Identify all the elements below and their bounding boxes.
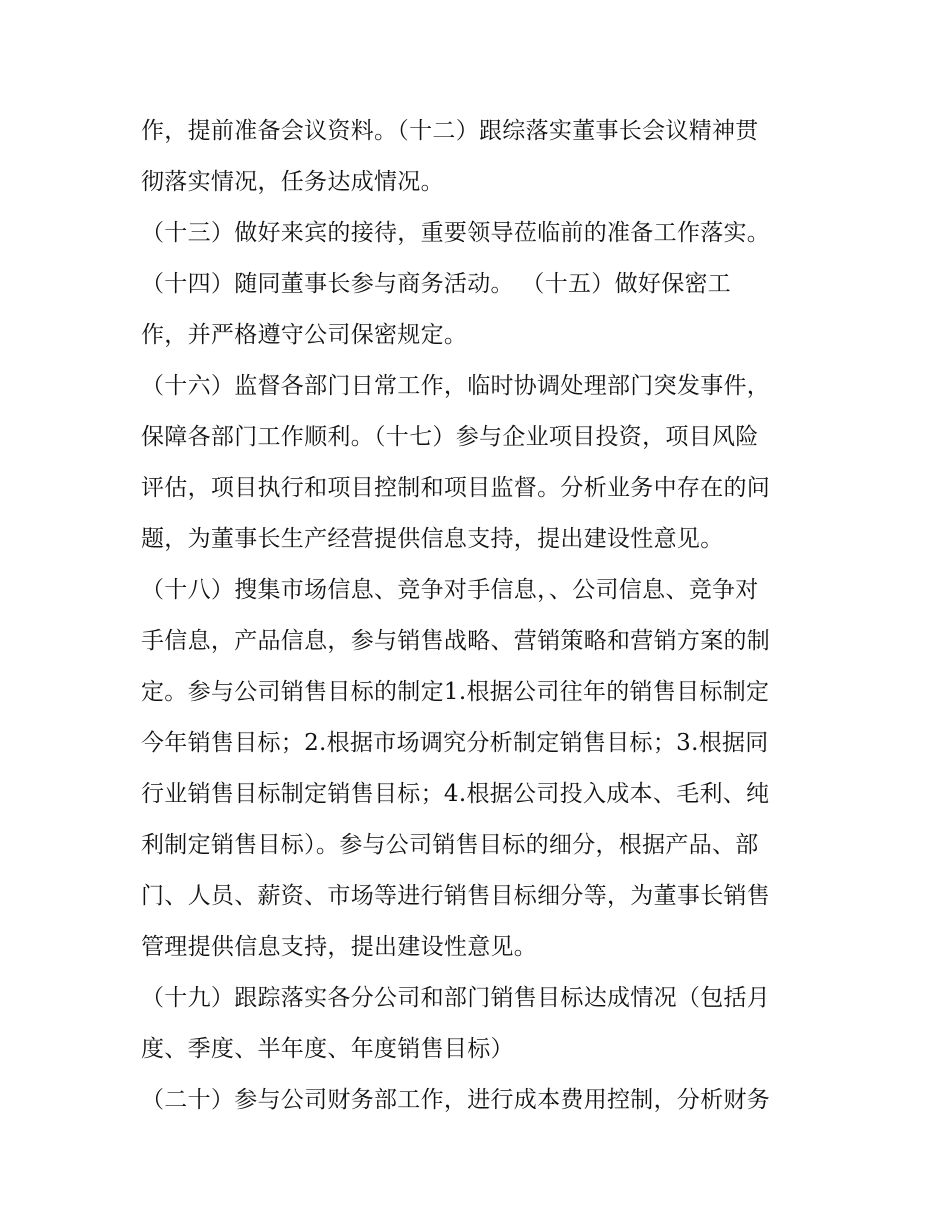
text-line: （二十）参与公司财务部工作，进行成本费用控制，分析财务 bbox=[141, 1087, 771, 1113]
text-line: 作，提前准备会议资料。（十二）跟综落实董事长会议精神贯 bbox=[141, 118, 759, 144]
text-line: （十三）做好来宾的接待，重要领导莅临前的准备工作落实。 bbox=[141, 220, 771, 246]
document-body bbox=[141, 106, 821, 1126]
text-line: 门、人员、薪资、市场等进行销售目标细分等，为董事长销售 bbox=[141, 883, 771, 909]
text-line: 利制定销售目标）。参与公司销售目标的细分，根据产品、部 bbox=[141, 832, 759, 858]
text-line: 作，并严格遵守公司保密规定。 bbox=[141, 322, 468, 348]
text-line: 彻落实情况，任务达成情况。 bbox=[141, 169, 444, 195]
text-line: （十六）监督各部门日常工作，临时协调处理部门突发事件， bbox=[141, 373, 771, 399]
text-line: 行业销售目标制定销售目标；4.根据公司投入成本、毛利、纯 bbox=[141, 781, 770, 807]
text-line: （十八）搜集市场信息、竞争对手信息，、公司信息、竞争对 bbox=[141, 577, 759, 603]
text-line: 手信息，产品信息，参与销售战略、营销策略和营销方案的制 bbox=[141, 628, 771, 654]
text-line: 保障各部门工作顺利。（十七）参与企业项目投资，项目风险 bbox=[141, 424, 759, 450]
text-line: 评估，项目执行和项目控制和项目监督。分析业务中存在的问 bbox=[141, 475, 771, 501]
text-line: 题，为董事长生产经营提供信息支持，提出建设性意见。 bbox=[141, 526, 724, 552]
text-line: 今年销售目标；2.根据市场调究分析制定销售目标；3.根据同 bbox=[141, 730, 769, 756]
text-line: 度、季度、半年度、年度销售目标） bbox=[141, 1036, 514, 1062]
text-line: 管理提供信息支持，提出建设性意见。 bbox=[141, 934, 538, 960]
text-line: （十四）随同董事长参与商务活动。 （十五）做好保密工 bbox=[141, 271, 732, 297]
text-line: （十九）跟踪落实各分公司和部门销售目标达成情况（包括月 bbox=[141, 985, 771, 1011]
text-line: 定。参与公司销售目标的制定1.根据公司往年的销售目标制定 bbox=[141, 679, 770, 705]
